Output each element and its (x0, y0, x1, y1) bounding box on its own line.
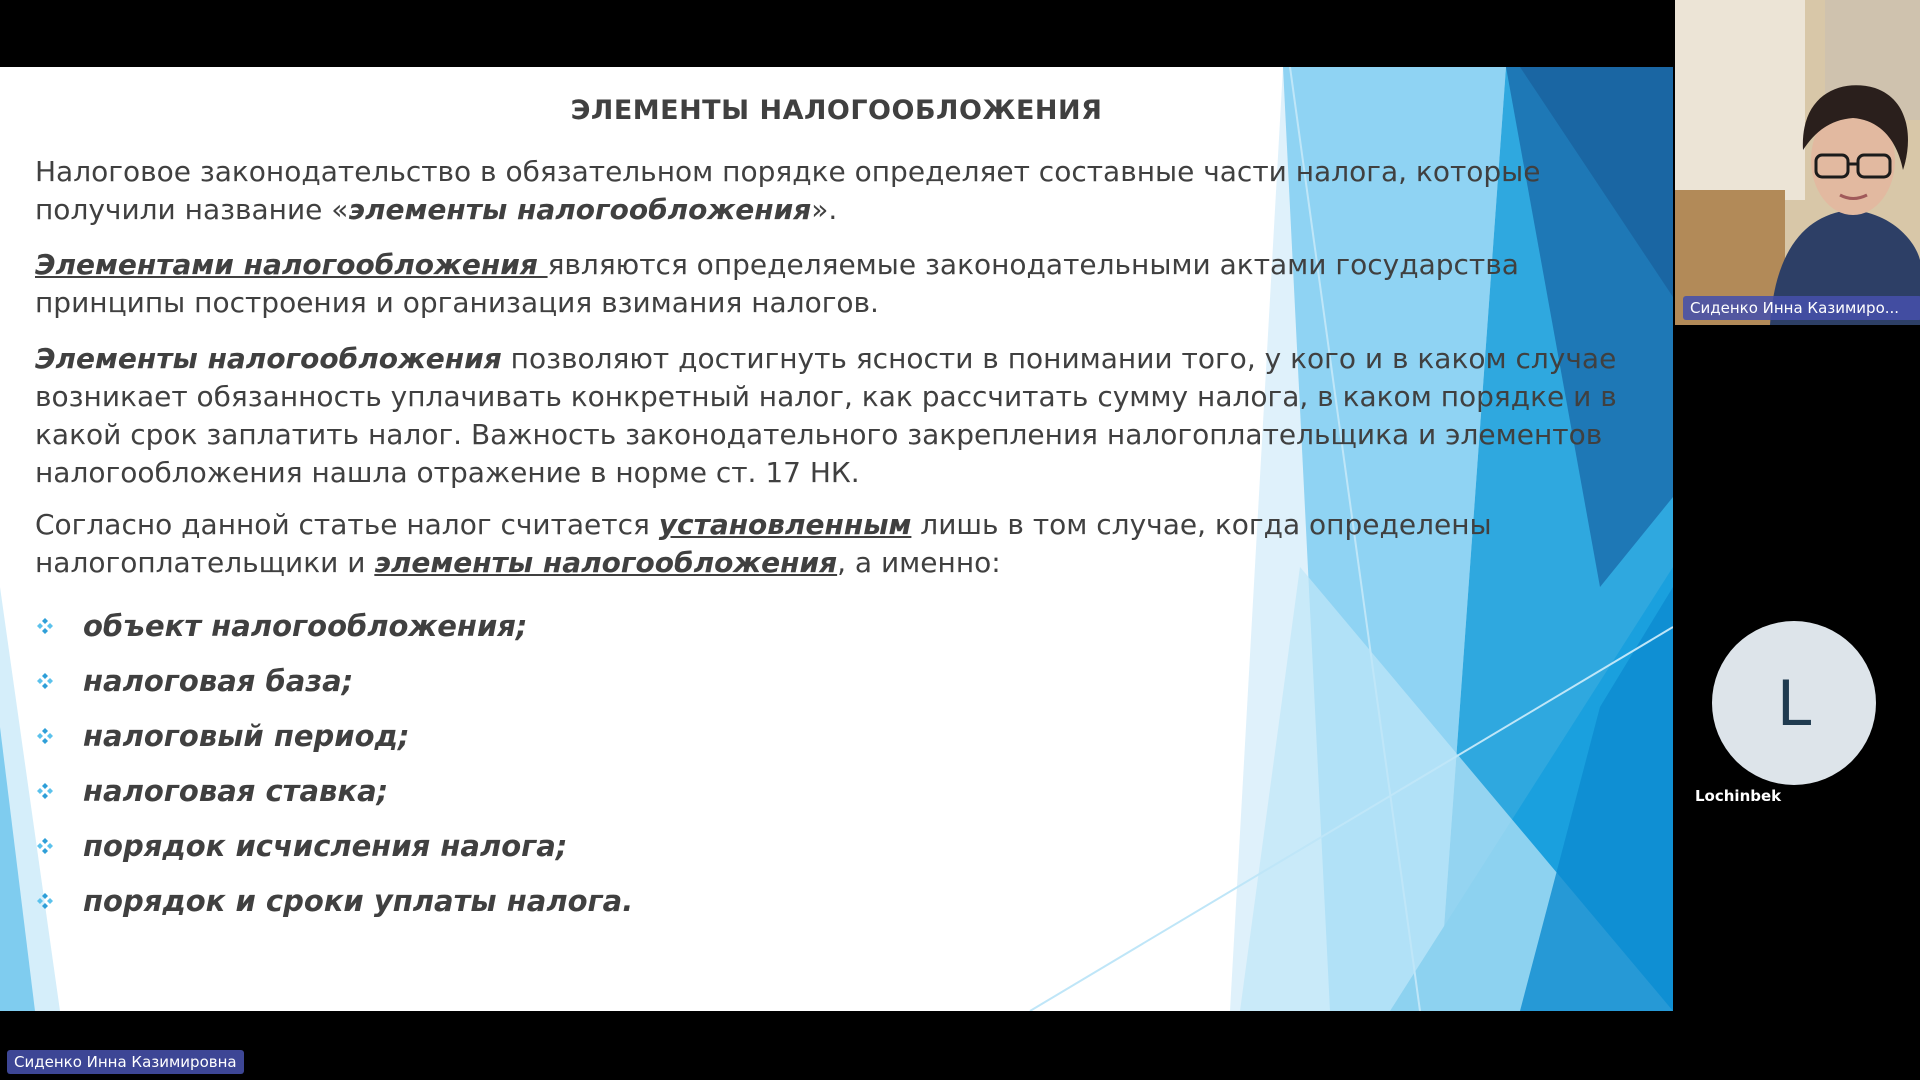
presentation-slide (0, 67, 1673, 1011)
elements-list (35, 598, 633, 928)
text: Налоговое законодательство в обязательном порядке определяет составные части налога, которые получили название « (35, 155, 1541, 226)
emphasis-term: элементы налогообложения (348, 193, 812, 226)
avatar-initial: L (1776, 666, 1812, 740)
emphasis-term: установленным (658, 508, 912, 541)
list-item-label: порядок и сроки уплаты налога. (83, 883, 634, 918)
participant-name: Lochinbek (1695, 787, 1782, 805)
list-item (35, 708, 633, 763)
participant-avatar[interactable] (1712, 621, 1876, 785)
speaker-name-tag: Сиденко Инна Казимиро... (1683, 296, 1920, 320)
text: , а именно: (837, 546, 1001, 579)
list-item (35, 763, 633, 818)
list-item-label: налоговая база; (83, 663, 354, 698)
diamond-bullet-icon (35, 671, 55, 691)
text: Согласно данной статье налог считается (35, 508, 659, 541)
slide-title: ЭЛЕМЕНТЫ НАЛОГООБЛОЖЕНИЯ (570, 95, 1103, 126)
text: лишь в том случае, когда определены налогоплательщики и (35, 508, 1492, 579)
list-item (35, 818, 633, 873)
speaker-video-frame (1675, 0, 1920, 325)
list-item (35, 873, 633, 928)
diamond-bullet-icon (35, 726, 55, 746)
list-item (35, 598, 633, 653)
list-item-label: объект налогообложения; (83, 608, 528, 643)
list-item-label: налоговая ставка; (83, 773, 389, 808)
paragraph-purpose (35, 340, 1635, 492)
emphasis-term: Элементами налогообложения (35, 248, 548, 281)
emphasis-term: Элементы налогообложения (35, 342, 502, 375)
paragraph-definition (35, 246, 1635, 322)
paragraph-established (35, 506, 1635, 582)
list-item (35, 653, 633, 708)
text: являются определяемые законодательными актами государства принципы построения и организация взимания налогов. (35, 248, 1519, 319)
presenter-name-tag: Сиденко Инна Казимировна (7, 1050, 244, 1074)
diamond-bullet-icon (35, 616, 55, 636)
speaker-video-tile[interactable] (1675, 0, 1920, 325)
list-item-label: налоговый период; (83, 718, 410, 753)
diamond-bullet-icon (35, 781, 55, 801)
list-item-label: порядок исчисления налога; (83, 828, 568, 863)
diamond-bullet-icon (35, 836, 55, 856)
emphasis-term: элементы налогообложения (374, 546, 838, 579)
text: позволяют достигнуть ясности в понимании того, у кого и в каком случае возникает обязанность уплачивать конкретный налог, как рассчитать сумму налога, в каком порядке и в какой срок заплатить налог. Важность законодательного закрепления налогоплательщика и элементов налогообложения нашла отражение в норме ст. 17 НК. (35, 342, 1617, 489)
text: ». (811, 193, 838, 226)
slide-content (0, 67, 1673, 1011)
diamond-bullet-icon (35, 891, 55, 911)
paragraph-intro (35, 153, 1635, 229)
